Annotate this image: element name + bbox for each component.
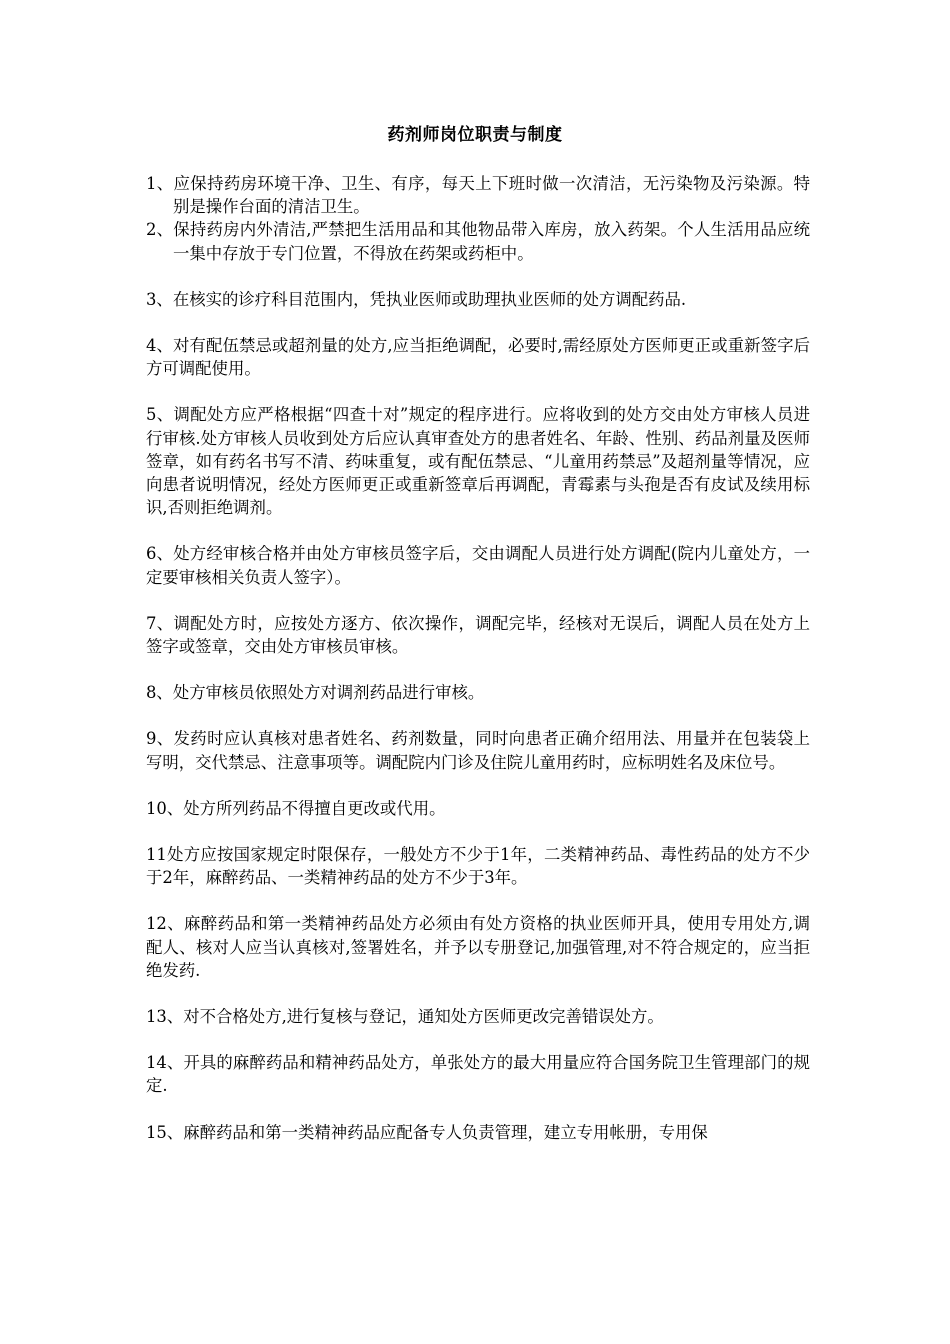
duty-item-11: 11处方应按国家规定时限保存，一般处方不少于1年，二类精神药品、毒性药品的处方不少于2年，麻醉药品、一类精神药品的处方不少于3年。 bbox=[146, 845, 810, 888]
duty-item-8: 8、处方审核员依照处方对调剂药品进行审核。 bbox=[146, 683, 485, 703]
duty-item-15: 15、麻醉药品和第一类精神药品应配备专人负责管理，建立专用帐册，专用保 bbox=[146, 1122, 708, 1142]
duty-item-14: 14、开具的麻醉药品和精神药品处方，单张处方的最大用量应符合国务院卫生管理部门的规定. bbox=[146, 1053, 810, 1096]
duty-item-9: 9、发药时应认真核对患者姓名、药剂数量，同时向患者正确介绍用法、用量并在包装袋上写明，交代禁忌、注意事项等。调配院内门诊及住院儿童用药时，应标明姓名及床位号。 bbox=[146, 729, 810, 772]
duty-item-13: 13、对不合格处方,进行复核与登记，通知处方医师更改完善错误处方。 bbox=[146, 1007, 664, 1027]
duty-item-12: 12、麻醉药品和第一类精神药品处方必须由有处方资格的执业医师开具，使用专用处方,调配人、核对人应当认真核对,签署姓名，并予以专册登记,加强管理,对不符合规定的，应当拒绝发药. bbox=[146, 914, 810, 980]
document-title: 药剂师岗位职责与制度 bbox=[387, 125, 563, 145]
duty-item-4: 4、对有配伍禁忌或超剂量的处方,应当拒绝调配，必要时,需经原处方医师更正或重新签字后方可调配使用。 bbox=[146, 336, 810, 379]
duty-item-5: 5、调配处方应严格根据“四查十对”规定的程序进行。应将收到的处方交由处方审核人员进行审核.处方审核人员收到处方后应认真审查处方的患者姓名、年龄、性别、药品剂量及医师签章，如有药名书写不清、药味重复，或有配伍禁忌、“儿童用药禁忌”及超剂量等情况，应向患者说明情况，经处方医师更正或重新签章后再调配，青霉素与头孢是否有皮试及续用标识,否则拒绝调剂。 bbox=[146, 405, 810, 518]
duty-item-2: 2、保持药房内外清洁,严禁把生活用品和其他物品带入库房，放入药架。个人生活用品应统一集中存放于专门位置，不得放在药架或药柜中。 bbox=[146, 220, 810, 263]
duty-item-10: 10、处方所列药品不得擅自更改或代用。 bbox=[146, 798, 446, 818]
duty-item-3: 3、在核实的诊疗科目范围内，凭执业医师或助理执业医师的处方调配药品. bbox=[146, 289, 687, 309]
duty-item-6: 6、处方经审核合格并由处方审核员签字后，交由调配人员进行处方调配(院内儿童处方，一定要审核相关负责人签字）。 bbox=[146, 544, 810, 587]
duty-item-1: 1、应保持药房环境干净、卫生、有序，每天上下班时做一次清洁，无污染物及污染源。特别是操作台面的清洁卫生。 bbox=[146, 174, 810, 217]
duty-item-7: 7、调配处方时，应按处方逐方、依次操作，调配完毕，经核对无误后，调配人员在处方上签字或签章，交由处方审核员审核。 bbox=[146, 613, 810, 657]
document-body bbox=[146, 172, 810, 1167]
